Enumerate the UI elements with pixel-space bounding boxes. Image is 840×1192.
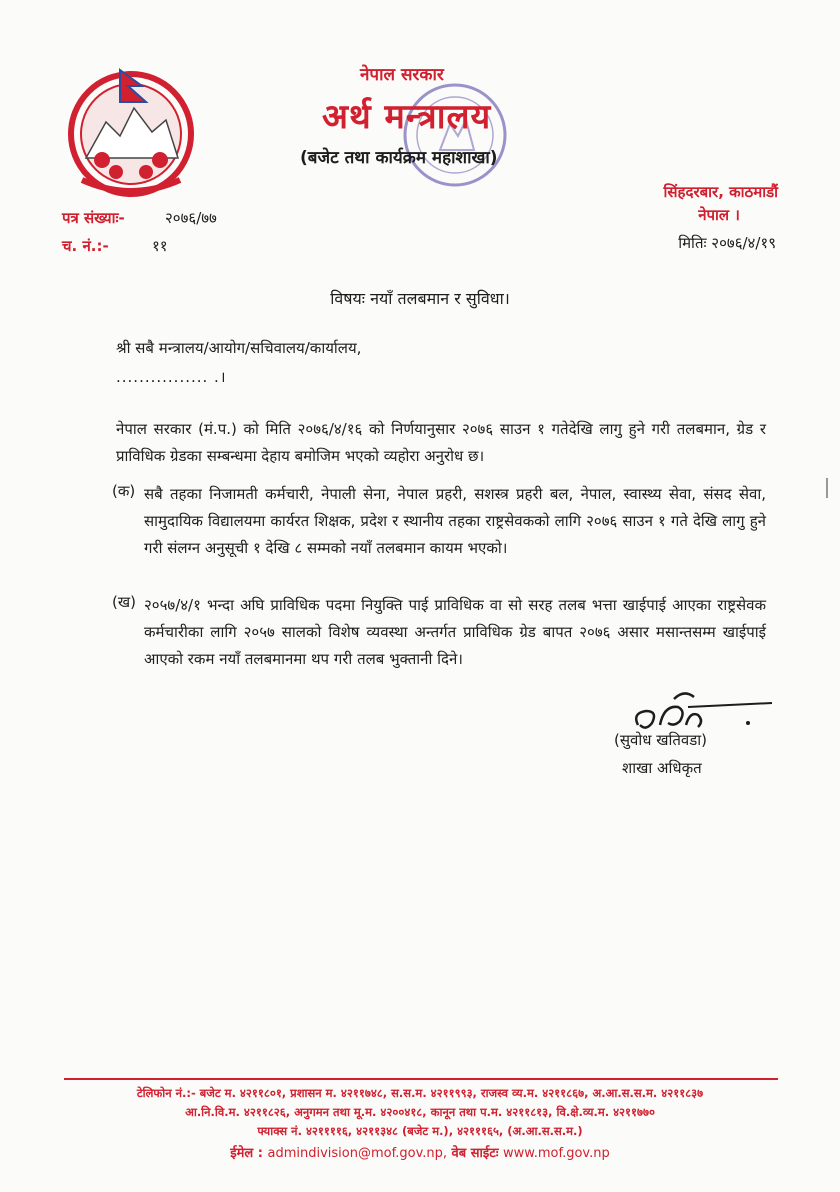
footer-phone-line-2: आ.नि.वि.म. ४२११८२६, अनुगमन तथा मू.म. ४२००४१८, कानून तथा प.म. ४२११८१३, वि.क्षे.व्य.म. ४२११७७० xyxy=(185,1105,655,1119)
subject-line: विषयः नयाँ तलबमान र सुविधा। xyxy=(330,289,510,308)
footer-fax-line: फ्याक्स नं. ४२११११६, ४२११३४८ (बजेट म.), ४२१११६५, (अ.आ.स.स.म.) xyxy=(257,1124,583,1138)
email-label: ईमेल : xyxy=(230,1146,263,1161)
nepal-emblem-icon xyxy=(62,62,200,200)
address-line-2: नेपाल । xyxy=(698,206,740,224)
letter-date: मितिः २०७६/४/१९ xyxy=(678,234,776,252)
margin-mark xyxy=(826,478,828,498)
footer-contact-line xyxy=(0,1143,840,1161)
ministry-heading: अर्थ मन्त्रालय xyxy=(322,97,492,137)
item-text-ka: सबै तहका निजामती कर्मचारी, नेपाली सेना, नेपाल प्रहरी, सशस्त्र प्रहरी बल, नेपाल, स्वास्थ्य सेवा, संसद सेवा, सामुदायिक विद्यालयमा कार्यरत शिक्षक, प्रदेश र स्थानीय तहका राष्ट्रसेवकको लागि २०७६ साउन १ गते देखि लागु हुने गरी संलग्न अनुसूची १ देखि ८ सम्मको नयाँ तलबमान कायम भएको। xyxy=(144,485,766,557)
intro-paragraph: नेपाल सरकार (मं.प.) को मिति २०७६/४/१६ को निर्णयानुसार २०७६ साउन १ गतेदेखि लागु हुने गरी तलबमान, ग्रेड र प्राविधिक ग्रेडका सम्बन्धमा देहाय बमोजिम भएको व्यहोरा अनुरोध छ। xyxy=(116,420,766,465)
division-heading: (बजेट तथा कार्यक्रम महाशाखा) xyxy=(300,148,498,168)
email-link[interactable]: admindivision@mof.gov.np, xyxy=(267,1146,448,1161)
addressee-dots: ................ .। xyxy=(116,368,227,386)
item-label-kha: (ख) xyxy=(112,593,136,611)
addressee: श्री सबै मन्त्रालय/आयोग/सचिवालय/कार्यालय, xyxy=(116,339,362,357)
item-text-kha: २०५७/४/१ भन्दा अघि प्राविधिक पदमा नियुक्ति पाई प्राविधिक वा सो सरह तलब भत्ता खाईपाई आएका राष्ट्रसेवक कर्मचारीका लागि २०५७ सालको विशेष व्यवस्था अन्तर्गत प्राविधिक ग्रेड बापत २०७६ असार मसान्तसम्म खाईपाई आएको रकम नयाँ तलबमानमा थप गरी तलब भुक्तानी दिने। xyxy=(144,596,766,668)
letter-number-label: पत्र संख्याः- xyxy=(62,209,125,227)
website-label: वेब साईटः xyxy=(451,1146,499,1161)
signatory-name: (सुवोध खतिवडा) xyxy=(614,731,708,749)
letter-number-value: २०७६/७७ xyxy=(165,209,217,227)
dispatch-number-value: ११ xyxy=(152,237,168,255)
footer-divider xyxy=(64,1078,778,1080)
signatory-title: शाखा अधिकृत xyxy=(622,759,702,777)
address-line-1: सिंहदरबार, काठमाडौं xyxy=(663,183,778,201)
footer-phone-line-1: टेलिफोन नं.:- बजेट म. ४२११८०१, प्रशासन म. ४२११७४८, स.स.म. ४२११९९३, राजस्व व्य.म. ४२११८६७, अ.आ.स.स.म. ४२११८३७ xyxy=(136,1086,704,1100)
government-heading: नेपाल सरकार xyxy=(360,65,444,85)
item-label-ka: (क) xyxy=(112,482,136,500)
website-link[interactable]: www.mof.gov.np xyxy=(502,1146,610,1161)
dispatch-number-label: च. नं.:- xyxy=(62,237,109,255)
